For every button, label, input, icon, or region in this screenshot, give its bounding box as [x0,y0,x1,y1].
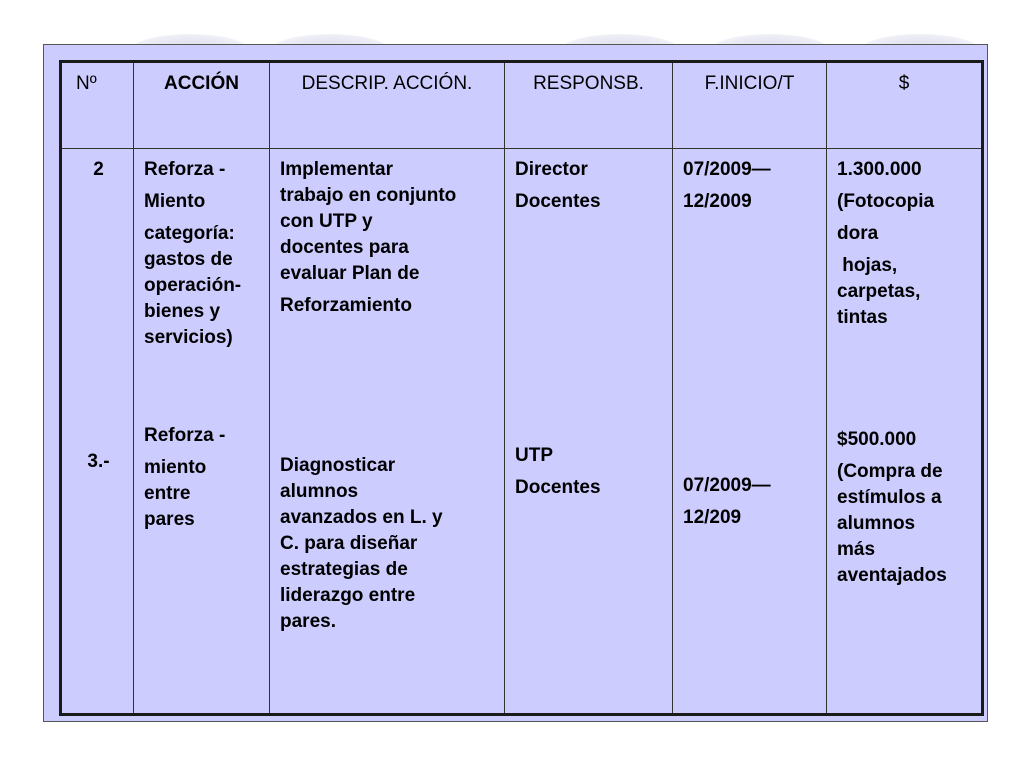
header-row [61,62,983,149]
header-num: Nº [61,62,134,149]
action-plan-table [59,60,984,716]
row3-num: 3.- [87,451,110,472]
row3-monto-line: estímulos a [837,487,942,508]
row3-fecha: 12/209 [683,507,742,528]
row2-monto-line: dora [837,223,879,244]
row3-monto-line: más [837,539,876,560]
header-accion: ACCIÓN [134,62,270,149]
row2-fecha: 12/2009 [683,191,752,212]
row2-descrip-line: evaluar Plan de [280,263,420,284]
row2-num: 2 [93,159,104,180]
row2-accion-line: Miento [144,191,206,212]
header-fechas: F.INICIO/T [673,62,827,149]
row3-descrip-line: avanzados en L. y [280,507,443,528]
row2-accion-line: gastos de [144,249,233,270]
row2-fecha: 07/2009— [683,159,771,180]
table-row [61,149,983,715]
row2-monto-line: 1.300.000 [837,159,922,180]
row3-accion-line: miento [144,457,207,478]
row2-accion-line: operación- [144,275,242,296]
row3-responsable: Docentes [515,477,601,498]
monto-cell [827,149,983,715]
row3-monto-line: aventajados [837,565,947,586]
row2-accion-line: Reforza - [144,159,226,180]
row2-accion-line: categoría: [144,223,235,244]
row3-accion-line: Reforza - [144,425,226,446]
header-monto: $ [827,62,983,149]
row2-descrip-line: trabajo en conjunto [280,185,457,206]
row3-monto-line: $500.000 [837,429,917,450]
header-descrip: DESCRIP. ACCIÓN. [270,62,505,149]
row3-responsable: UTP [515,445,553,466]
row3-descrip-line: pares. [280,611,336,632]
row3-descrip-line: C. para diseñar [280,533,418,554]
row2-accion-line: servicios) [144,327,233,348]
row3-descrip-line: alumnos [280,481,359,502]
accion-cell [134,149,270,715]
row3-monto-line: (Compra de [837,461,943,482]
row3-descrip-line: estrategias de [280,559,408,580]
row2-accion-line: bienes y [144,301,221,322]
row2-monto-line: tintas [837,307,888,328]
row2-descrip-line: Reforzamiento [280,295,412,316]
row2-descrip-line: Implementar [280,159,393,180]
num-cell [61,149,134,715]
row3-fecha: 07/2009— [683,475,771,496]
row2-monto-line: hojas, [837,255,898,276]
row3-descrip-line: liderazgo entre [280,585,416,606]
row3-accion-line: pares [144,509,195,530]
row2-monto-line: (Fotocopia [837,191,935,212]
descrip-cell [270,149,505,715]
header-responsables: RESPONSB. [505,62,673,149]
row2-monto-line: carpetas, [837,281,921,302]
row2-descrip-line: con UTP y [280,211,373,232]
row2-responsable: Director [515,159,588,180]
row2-responsable: Docentes [515,191,601,212]
row2-descrip-line: docentes para [280,237,409,258]
responsables-cell [505,149,673,715]
row3-descrip-line: Diagnosticar [280,455,396,476]
fechas-cell [673,149,827,715]
row3-monto-line: alumnos [837,513,916,534]
row3-accion-line: entre [144,483,191,504]
